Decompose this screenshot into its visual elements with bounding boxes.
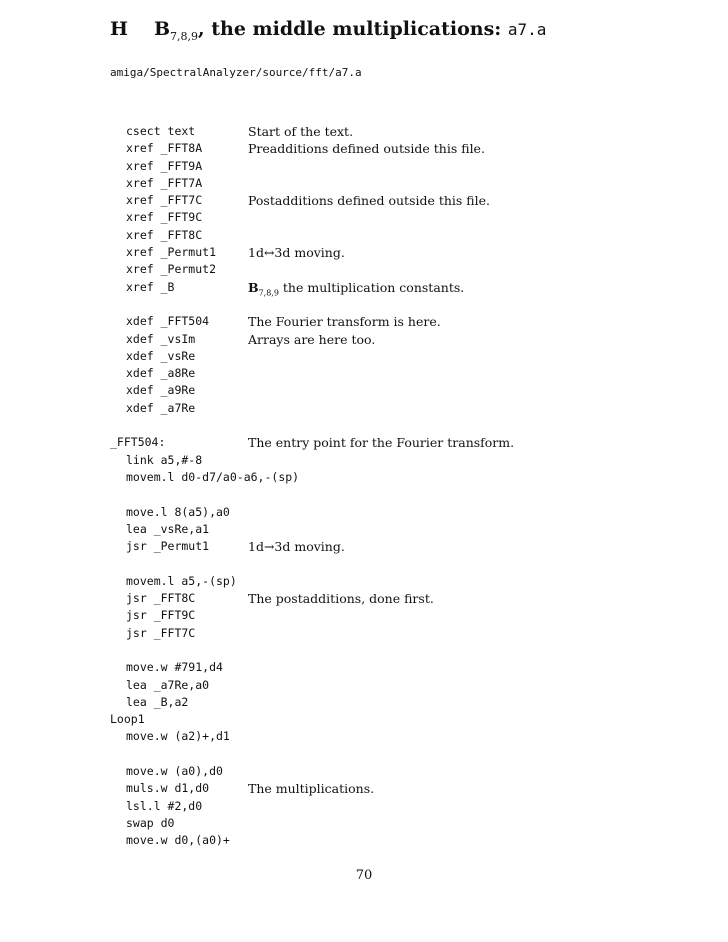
code-line [110, 158, 670, 175]
blank-line [110, 642, 670, 659]
code-text: xref _Permut1 [126, 245, 217, 260]
code-text: move.w (a2)+,d1 [126, 729, 230, 744]
code-comment: The multiplications. [248, 781, 375, 797]
code-label: _FFT504: [110, 435, 166, 450]
code-line [110, 382, 670, 399]
code-line [110, 331, 670, 348]
code-text: xref _FFT7A [126, 175, 203, 190]
code-text: xref _FFT7C [126, 193, 203, 208]
code-text: csect text [126, 124, 196, 138]
comment-text: the multiplication constants. [278, 279, 465, 295]
code-text: jsr _FFT9C [126, 608, 196, 623]
blank-line [110, 746, 670, 763]
code-comment: Postadditions defined outside this file. [248, 193, 491, 209]
code-text: xdef _a9Re [126, 383, 196, 398]
code-line [110, 348, 670, 365]
code-text: xdef _a8Re [126, 366, 196, 381]
code-line [110, 780, 670, 797]
code-line [110, 175, 670, 192]
code-line [110, 711, 670, 728]
code-line [110, 728, 670, 745]
code-text: swap d0 [126, 815, 175, 830]
code-line [110, 573, 670, 590]
code-text: xdef _FFT504 [126, 314, 210, 329]
code-text: xdef _a7Re [126, 400, 196, 415]
code-line [110, 123, 670, 140]
code-text: move.w (a0),d0 [126, 763, 223, 778]
code-text: lsl.l #2,d0 [126, 798, 203, 813]
code-line [110, 469, 670, 486]
code-text: xref _FFT8C [126, 227, 203, 242]
code-comment: Arrays are here too. [248, 331, 376, 347]
code-text: link a5,#-8 [126, 452, 203, 467]
section-letter: H [110, 18, 128, 40]
code-line [110, 227, 670, 244]
code-line [110, 677, 670, 694]
heading-title-text: , the middle multiplications: [198, 18, 508, 40]
code-line [110, 400, 670, 417]
code-label: Loop1 [110, 712, 145, 727]
code-line [110, 607, 670, 624]
code-line [110, 659, 670, 676]
code-text: jsr _FFT7C [126, 625, 196, 640]
heading-symbol: B [153, 18, 171, 40]
code-comment: Start of the text. [248, 124, 354, 139]
code-line [110, 209, 670, 226]
code-comment: 1d↔3d moving. [248, 245, 345, 261]
code-line [110, 763, 670, 780]
file-path: amiga/SpectralAnalyzer/source/fft/a7.a [110, 66, 362, 79]
comment-symbol: B [248, 279, 259, 295]
code-line [110, 504, 670, 521]
code-text: xdef _vsRe [126, 348, 196, 363]
code-text: jsr _Permut1 [126, 539, 210, 554]
code-text: xref _B [126, 279, 175, 294]
code-line [110, 590, 670, 607]
code-line [110, 538, 670, 555]
section-heading [110, 18, 546, 43]
code-line [110, 815, 670, 832]
code-text: xref _Permut2 [126, 262, 217, 277]
code-comment [248, 279, 464, 302]
code-text: xref _FFT9A [126, 158, 203, 173]
code-line [110, 140, 670, 157]
code-text: xdef _vsIm [126, 331, 196, 346]
code-text: movem.l a5,-(sp) [126, 573, 237, 588]
blank-line [110, 417, 670, 434]
page-number: 70 [355, 868, 373, 883]
code-text: move.l 8(a5),a0 [126, 504, 230, 519]
code-comment: 1d→3d moving. [248, 539, 345, 555]
code-comment: Preadditions defined outside this file. [248, 141, 485, 157]
code-line [110, 625, 670, 642]
code-line [110, 313, 670, 330]
code-comment: The postadditions, done first. [248, 591, 434, 607]
code-text: lea _vsRe,a1 [126, 521, 210, 536]
code-line [110, 694, 670, 711]
code-listing [110, 123, 670, 849]
heading-filename: a7.a [507, 20, 547, 39]
code-text: lea _a7Re,a0 [126, 677, 210, 692]
code-line [110, 434, 670, 451]
heading-subscript: 7,8,9 [170, 29, 199, 43]
comment-subscript: 7,8,9 [258, 288, 279, 298]
code-text: xref _FFT9C [126, 210, 203, 225]
blank-line [110, 555, 670, 572]
code-text: xref _FFT8A [126, 141, 203, 156]
code-line [110, 279, 670, 296]
code-line [110, 365, 670, 382]
code-text: move.w #791,d4 [126, 660, 223, 675]
code-line [110, 798, 670, 815]
code-line [110, 261, 670, 278]
blank-line [110, 486, 670, 503]
code-line [110, 192, 670, 209]
code-text: jsr _FFT8C [126, 591, 196, 606]
code-text: muls.w d1,d0 [126, 781, 210, 796]
code-line [110, 832, 670, 849]
code-text: movem.l d0-d7/a0-a6,-(sp) [126, 469, 300, 484]
code-text: lea _B,a2 [126, 694, 189, 709]
code-comment: The entry point for the Fourier transform. [248, 435, 515, 451]
code-text: move.w d0,(a0)+ [126, 833, 230, 848]
code-comment: The Fourier transform is here. [248, 314, 441, 330]
code-line [110, 452, 670, 469]
code-line [110, 521, 670, 538]
code-line [110, 244, 670, 261]
